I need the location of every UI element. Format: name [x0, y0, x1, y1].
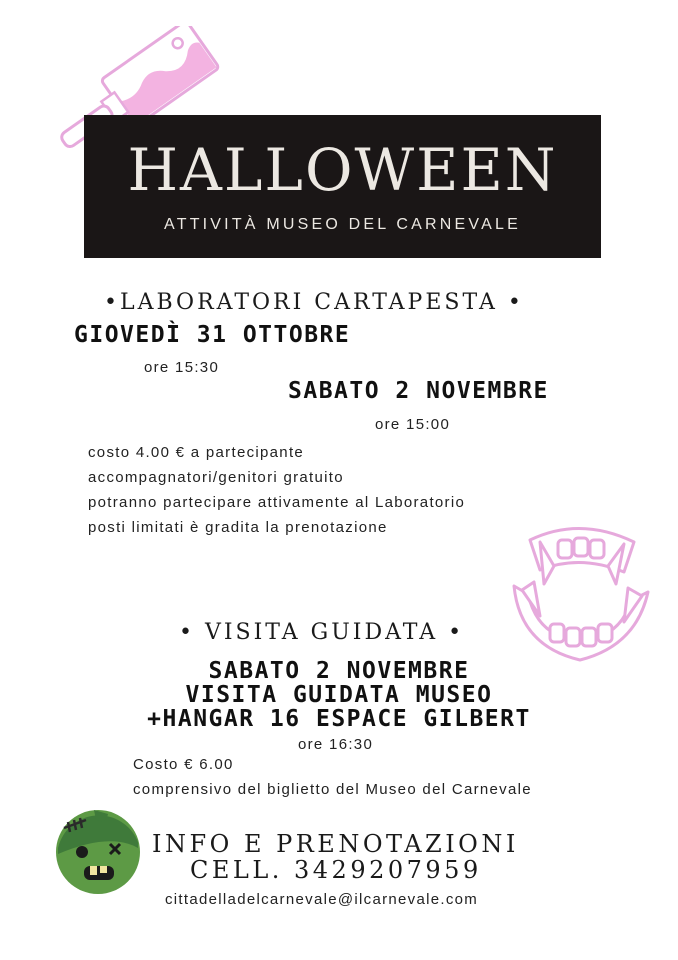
laboratori-details: [88, 440, 465, 540]
visita-heading: • VISITA GUIDATA •: [179, 620, 465, 645]
banner-title: HALLOWEEN: [127, 136, 558, 204]
visita-time: ore 16:30: [298, 736, 374, 753]
contact-phone: CELL. 3429207959: [190, 856, 482, 884]
laboratori-time-2: ore 15:00: [375, 416, 451, 433]
visita-note: comprensivo del biglietto del Museo del Carnevale: [133, 781, 532, 798]
laboratori-date-2: SABATO 2 NOVEMBRE: [288, 378, 549, 404]
laboratori-heading: •LABORATORI CARTAPESTA •: [104, 290, 524, 315]
zombie-face-icon: [50, 802, 146, 898]
contact-heading: INFO E PRENOTAZIONI: [152, 830, 519, 858]
detail-line: posti limitati è gradita la prenotazione: [88, 519, 388, 536]
visita-line-3: +HANGAR 16 ESPACE GILBERT: [147, 706, 531, 732]
detail-line: accompagnatori/genitori gratuito: [88, 469, 344, 486]
detail-line: potranno partecipare attivamente al Laboratorio: [88, 494, 466, 511]
laboratori-date-1: GIOVEDÌ 31 OTTOBRE: [74, 322, 351, 348]
visita-cost: Costo € 6.00: [133, 756, 234, 773]
banner-subtitle: ATTIVITÀ MUSEO DEL CARNEVALE: [164, 216, 521, 233]
contact-email[interactable]: cittadelladelcarnevale@ilcarnevale.com: [165, 891, 479, 908]
vampire-teeth-icon: [500, 520, 658, 670]
laboratori-time-1: ore 15:30: [144, 359, 220, 376]
visita-line-2: VISITA GUIDATA MUSEO: [185, 682, 493, 708]
visita-cost-block: [133, 752, 532, 802]
detail-line: costo 4.00 € a partecipante: [88, 444, 305, 461]
visita-line-1: SABATO 2 NOVEMBRE: [208, 658, 470, 684]
